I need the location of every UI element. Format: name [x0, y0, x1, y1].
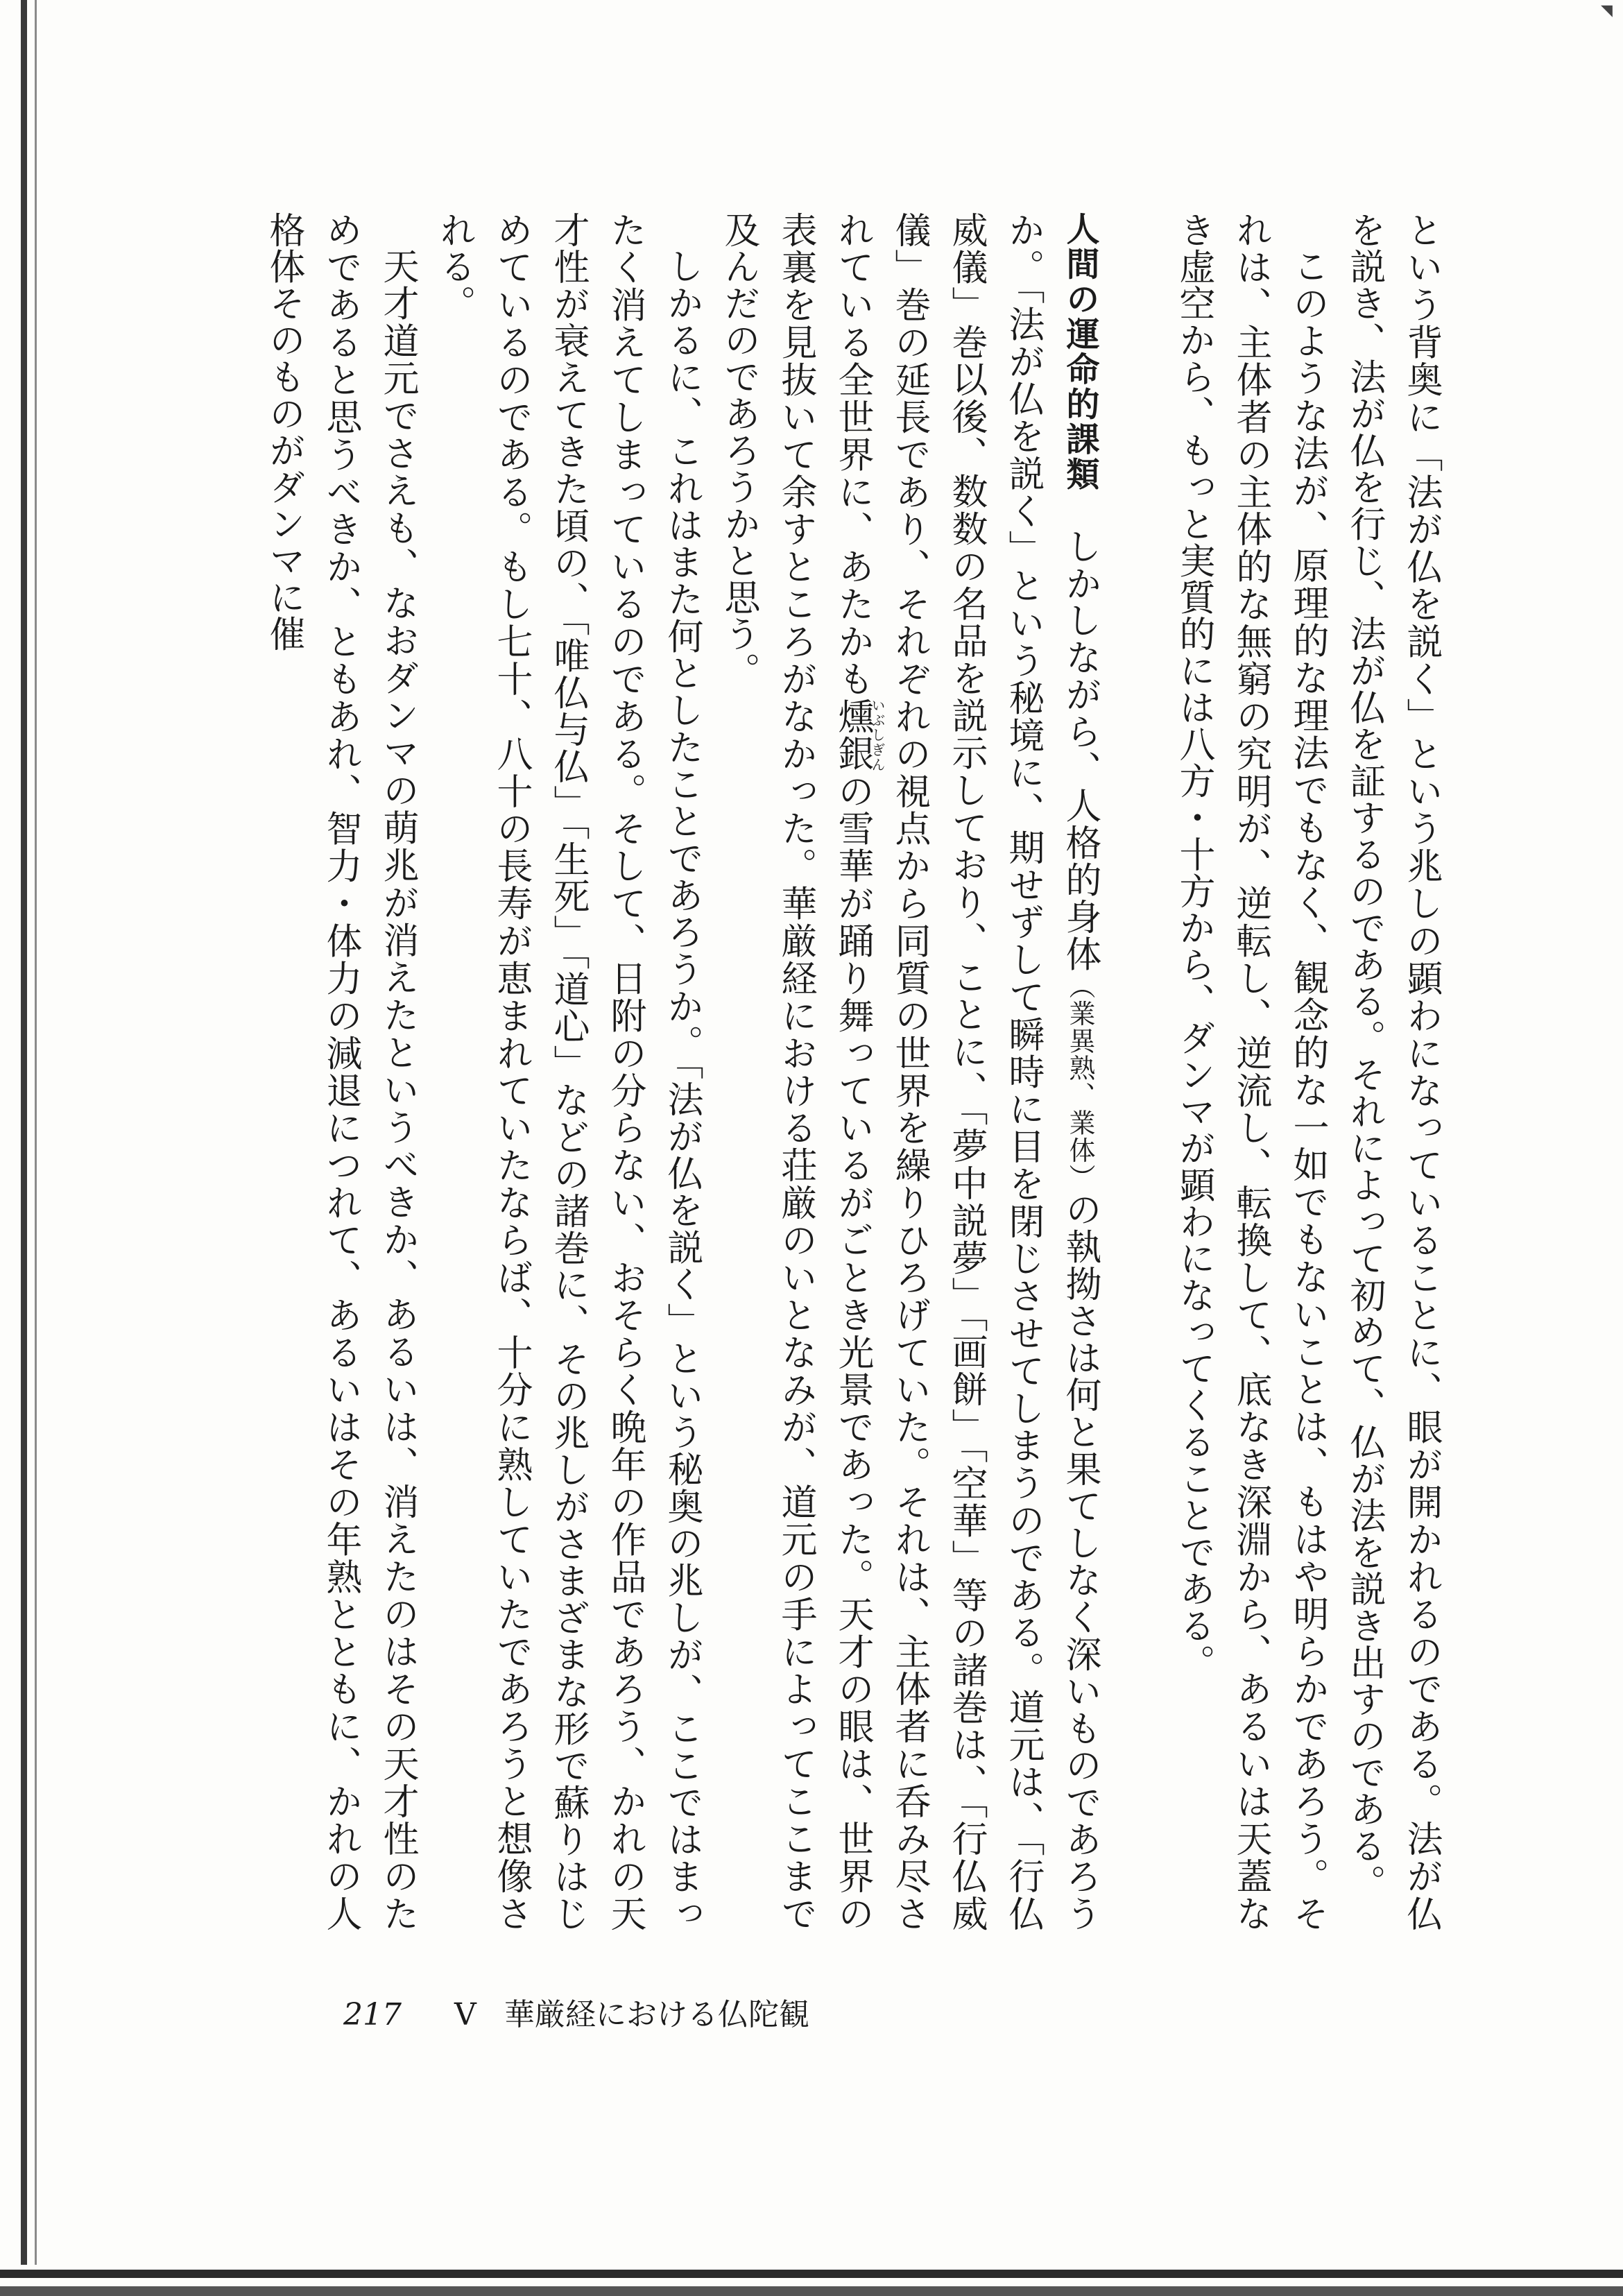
- paragraph-3-text-c: の雪華が踊り舞っているがごとき光景であった。天才の眼は、世界の表裏を見抜いて余すところがなかった。華厳経における荘厳のいとなみが、道元の手によってここまで及んだのであろうかと思う。: [718, 212, 873, 1933]
- ruby-base: 燻銀: [832, 698, 873, 773]
- paragraph-5: 天才道元でさえも、なおダンマの萌兆が消えたというべきか、あるいは、消えたのはその天才性のためであると思うべきか、ともあれ、智力・体力の減退につれて、あるいはその年熟とともに、かれの人格体そのものがダンマに催: [263, 212, 418, 1932]
- binding-shadow-secondary: [35, 0, 37, 2265]
- paragraph-3-text-a: しかしながら、人格的身体: [1059, 527, 1101, 973]
- running-footer: [343, 1994, 809, 2036]
- paragraph-3-text-b: の執拗さは何と果てしなく深いものであろうか。「法が仏を説く」という秘境に、期せずして瞬時に目を閉じさせてしまうのである。道元は、「行仏威儀」巻以後、数数の名品を説示しており、ことに、「夢中説夢」「画餅」「空華」等の諸巻は、「行仏威儀」巻の延長であり、それぞれの視点から同質の世界を繰りひろげていた。それは、主体者に呑み尽されている全世界に、あたかも: [832, 212, 1101, 1932]
- paragraph-4: しかるに、これはまた何としたことであろうか。「法が仏を説く」という秘奥の兆しが、ここではまったく消えてしまっているのである。そして、日附の分らない、おそらく晩年の作品であろう、かれの天才性が衰えてきた頃の、「唯仏与仏」「生死」「道心」などの諸巻に、その兆しがさまざまな形で蘇りはじめているのである。もし七十、八十の長寿が恵まれていたならば、十分に熟していたであろうと想像される。: [433, 212, 703, 1932]
- chapter-numeral: V: [454, 1997, 476, 2032]
- paragraph-3: [710, 212, 1108, 1932]
- chapter-title: 華厳経における仏陀観: [504, 1997, 809, 2032]
- ruby-reading: いぶしぎん: [869, 698, 886, 773]
- scan-bottom-edge-secondary: [0, 2286, 1623, 2296]
- body-text: [263, 212, 1450, 1933]
- paragraph-3-note: （業異熟、業体）: [1065, 973, 1095, 1192]
- page-number: 217: [343, 1997, 402, 2032]
- paragraph-1: という背奥に「法が仏を説く」という兆しの顕わになっていることに、眼が開かれるのである。法が仏を説き、法が仏を行じ、法が仏を証するのである。それによって初めて、仏が法を説き出すのである。: [1343, 212, 1442, 1932]
- binding-shadow: [21, 0, 27, 2265]
- section-heading: 人間の運命的課類: [1060, 212, 1099, 492]
- scan-bottom-edge: [0, 2270, 1623, 2278]
- scan-corner-mark: ◥: [1601, 2, 1613, 19]
- ruby-word: [832, 698, 886, 773]
- paragraph-2: このような法が、原理的な理法でもなく、観念的な一如でもないことは、もはや明らかであろう。それは、主体者の主体的な無窮の究明が、逆転し、逆流し、転換して、底なき深淵から、あるいは天蓋なき虚空から、もっと実質的には八方・十方から、ダンマが顕わになってくることである。: [1173, 212, 1328, 1932]
